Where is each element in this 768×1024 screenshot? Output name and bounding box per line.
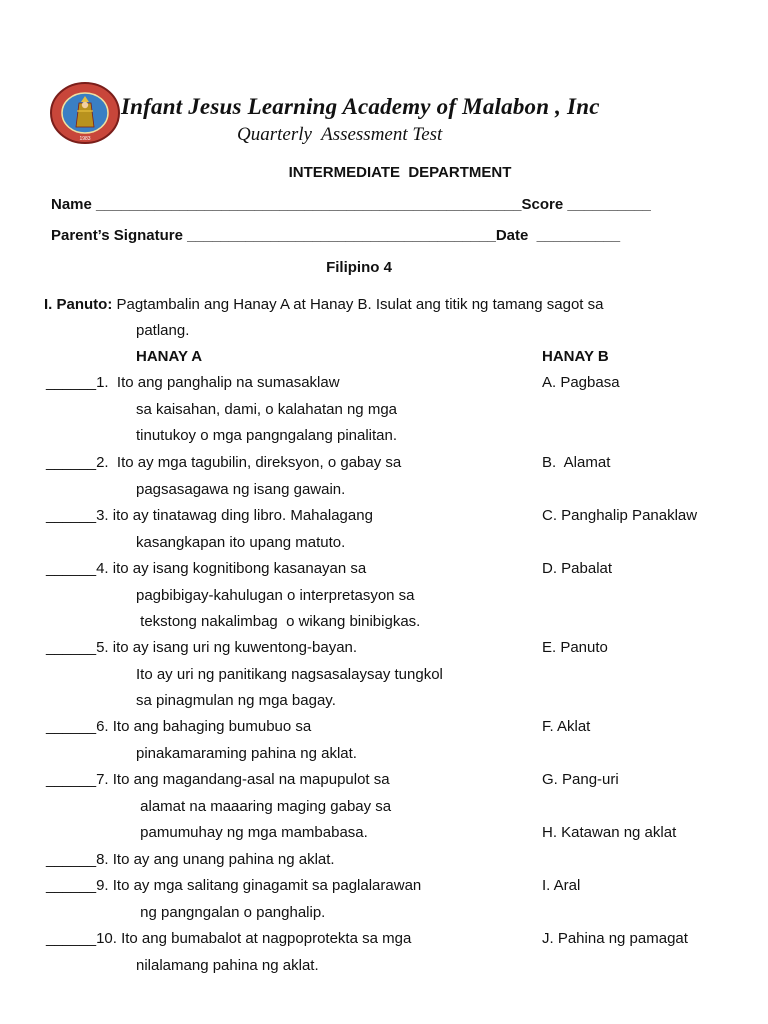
name-blank: ___________________________________________________ — [96, 196, 522, 213]
answer-blank[interactable]: ______ — [46, 374, 97, 391]
question-continuation: ng pangngalan o panghalip. — [136, 903, 326, 921]
question-continuation: Ito ay uri ng panitikang nagsasalaysay tungkol — [136, 665, 443, 683]
instruction-continuation: patlang. — [136, 322, 190, 339]
question-item-1 — [46, 374, 340, 391]
question-continuation: pagbibigay-kahulugan o interpretasyon sa — [136, 586, 415, 604]
column-b-header: HANAY B — [542, 348, 609, 365]
question-item-4 — [46, 560, 366, 577]
question-item-10 — [46, 930, 411, 947]
answer-blank[interactable]: ______ — [46, 454, 97, 471]
school-name: Infant Jesus Learning Academy of Malabon , Inc — [121, 94, 600, 119]
question-item-5 — [46, 639, 357, 656]
question-continuation: nilalamang pahina ng aklat. — [136, 956, 319, 974]
question-text: 4. ito ay isang kognitibong kasanayan sa — [96, 560, 367, 577]
choice-item-j: J. Pahina ng pamagat — [542, 930, 688, 947]
score-label: Score — [521, 196, 564, 213]
question-continuation: pagsasagawa ng isang gawain. — [136, 480, 346, 498]
answer-blank[interactable]: ______ — [46, 851, 97, 868]
question-text: 8. Ito ay ang unang pahina ng aklat. — [96, 851, 335, 868]
instructions — [44, 296, 603, 313]
test-subtitle: Quarterly Assessment Test — [237, 124, 443, 145]
question-text: 5. ito ay isang uri ng kuwentong-bayan. — [96, 639, 358, 656]
question-text: 2. Ito ay mga tagubilin, direksyon, o gabay sa — [96, 454, 402, 471]
question-item-7 — [46, 771, 390, 788]
question-text: 1. Ito ang panghalip na sumasaklaw — [96, 374, 340, 391]
section-label: I. Panuto: — [44, 296, 113, 313]
choice-item-d: D. Pabalat — [542, 560, 613, 577]
question-text: 9. Ito ay mga salitang ginagamit sa paglalarawan — [96, 877, 422, 894]
question-continuation: kasangkapan ito upang matuto. — [136, 533, 346, 551]
answer-blank[interactable]: ______ — [46, 930, 97, 947]
answer-blank[interactable]: ______ — [46, 877, 97, 894]
choice-item-c: C. Panghalip Panaklaw — [542, 507, 698, 524]
choice-item-e: E. Panuto — [542, 639, 608, 656]
question-item-9 — [46, 877, 421, 894]
choice-item-f: F. Aklat — [542, 718, 591, 735]
question-item-6 — [46, 718, 311, 735]
date-blank: __________ — [528, 227, 621, 244]
question-continuation: pamumuhay ng mga mambabasa. — [136, 824, 368, 841]
answer-blank[interactable]: ______ — [46, 507, 97, 524]
column-a-header: HANAY A — [136, 348, 203, 365]
question-text: 3. ito ay tinatawag ding libro. Mahalagang — [96, 507, 373, 524]
question-item-3 — [46, 507, 373, 524]
question-continuation: sa pinagmulan ng mga bagay. — [136, 692, 336, 709]
answer-blank[interactable]: ______ — [46, 639, 97, 656]
question-continuation: tekstong nakalimbag o wikang binibigkas. — [136, 613, 421, 630]
answer-blank[interactable]: ______ — [46, 771, 97, 788]
question-continuation: tinutukoy o mga pangngalang pinalitan. — [136, 427, 398, 444]
question-text: 10. Ito ang bumabalot at nagpoprotekta sa mga — [96, 930, 412, 947]
date-label: Date — [495, 227, 529, 244]
choice-item-a: A. Pagbasa — [542, 374, 620, 391]
department-title: INTERMEDIATE DEPARTMENT — [288, 164, 512, 181]
instruction-text: Pagtambalin ang Hanay A at Hanay B. Isulat ang titik ng tamang sagot sa — [112, 296, 604, 313]
choice-item-h: H. Katawan ng aklat — [542, 824, 677, 841]
question-continuation: sa kaisahan, dami, o kalahatan ng mga — [136, 400, 397, 418]
subject-title: Filipino 4 — [326, 259, 392, 276]
signature-label: Parent’s Signature — [51, 227, 183, 244]
choice-item-g: G. Pang-uri — [542, 771, 619, 788]
score-blank: __________ — [567, 196, 651, 213]
name-score-row — [51, 196, 651, 213]
school-seal-logo — [49, 81, 121, 145]
signature-date-row — [51, 227, 620, 244]
svg-text:1983: 1983 — [79, 136, 91, 142]
question-text: 7. Ito ang magandang-asal na mapupulot sa — [96, 771, 390, 788]
question-continuation: alamat na maaaring maging gabay sa — [136, 797, 392, 815]
choice-item-b: B. Alamat — [542, 454, 611, 471]
name-label: Name — [51, 196, 92, 213]
signature-blank: _____________________________________ — [187, 227, 496, 244]
answer-blank[interactable]: ______ — [46, 718, 97, 735]
question-item-2 — [46, 454, 401, 471]
choice-item-i: I. Aral — [542, 877, 581, 894]
question-text: 6. Ito ang bahaging bumubuo sa — [96, 718, 312, 735]
question-item-8 — [46, 851, 335, 868]
answer-blank[interactable]: ______ — [46, 560, 97, 577]
question-continuation: pinakamaraming pahina ng aklat. — [136, 744, 357, 762]
